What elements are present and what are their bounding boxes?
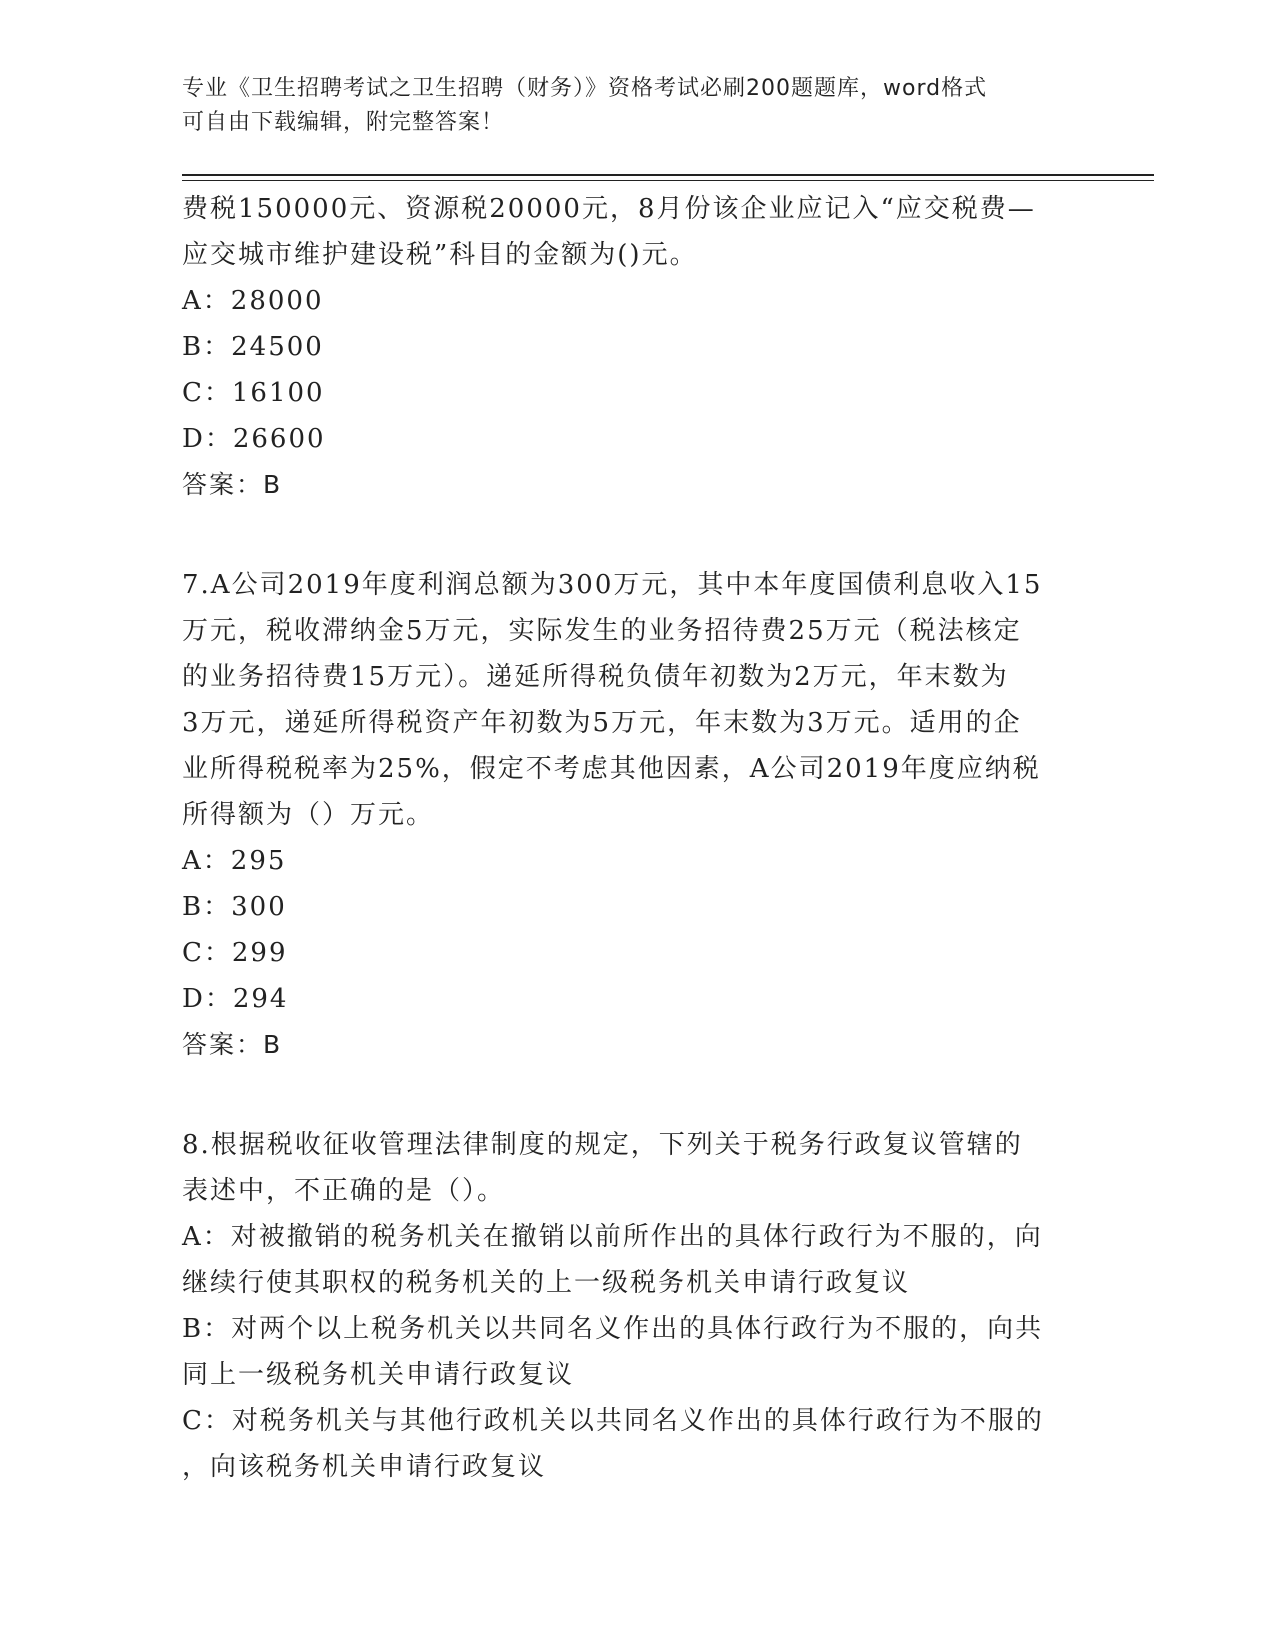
question-stem-line: 万元，税收滞纳金5万元，实际发生的业务招待费25万元（税法核定 bbox=[182, 616, 1022, 646]
option-b: B：300 bbox=[182, 892, 287, 922]
question-stem-line: 费税150000元、资源税20000元，8月份该企业应记入“应交税费— bbox=[182, 194, 1036, 224]
option-a: A：295 bbox=[182, 846, 287, 876]
question-8 bbox=[182, 1122, 1082, 1490]
question-6-continued bbox=[182, 186, 1082, 508]
question-stem-line: 所得额为（）万元。 bbox=[182, 800, 435, 830]
question-stem-line: 的业务招待费15万元）。递延所得税负债年初数为2万元，年末数为 bbox=[182, 662, 1009, 692]
document-header bbox=[182, 72, 1082, 140]
question-stem-line: 3万元，递延所得税资产年初数为5万元，年末数为3万元。适用的企 bbox=[182, 708, 1022, 738]
question-7 bbox=[182, 562, 1082, 1068]
question-stem-line: 表述中，不正确的是（）。 bbox=[182, 1176, 506, 1206]
question-list bbox=[182, 186, 1082, 1490]
option-b-continued: 同上一级税务机关申请行政复议 bbox=[182, 1360, 575, 1390]
answer-line: 答案：B bbox=[182, 1030, 283, 1059]
option-a-continued: 继续行使其职权的税务机关的上一级税务机关申请行政复议 bbox=[182, 1268, 911, 1298]
header-divider-thick bbox=[182, 174, 1154, 176]
option-a: A：28000 bbox=[182, 286, 324, 316]
option-c: C：299 bbox=[182, 938, 288, 968]
option-a: A：对被撤销的税务机关在撤销以前所作出的具体行政行为不服的，向 bbox=[182, 1222, 1043, 1252]
question-stem-line: 业所得税税率为25%，假定不考虑其他因素，A公司2019年度应纳税 bbox=[182, 754, 1041, 784]
question-spacer bbox=[182, 508, 1082, 562]
option-c: C：16100 bbox=[182, 378, 325, 408]
answer-line: 答案：B bbox=[182, 470, 283, 499]
option-d: D：294 bbox=[182, 984, 289, 1014]
option-b: B：对两个以上税务机关以共同名义作出的具体行政行为不服的，向共 bbox=[182, 1314, 1044, 1344]
header-line-2: 可自由下载编辑，附完整答案！ bbox=[182, 110, 505, 135]
question-stem-line: 8.根据税收征收管理法律制度的规定，下列关于税务行政复议管辖的 bbox=[182, 1130, 1023, 1160]
option-c: C：对税务机关与其他行政机关以共同名义作出的具体行政行为不服的 bbox=[182, 1406, 1044, 1436]
option-c-continued: ，向该税务机关申请行政复议 bbox=[182, 1452, 547, 1482]
question-stem-line: 7.A公司2019年度利润总额为300万元，其中本年度国债利息收入15 bbox=[182, 570, 1043, 600]
option-b: B：24500 bbox=[182, 332, 324, 362]
header-line-1: 专业《卫生招聘考试之卫生招聘（财务）》资格考试必刷200题题库，word格式 bbox=[182, 76, 988, 101]
question-stem-line: 应交城市维护建设税”科目的金额为()元。 bbox=[182, 240, 698, 270]
option-d: D：26600 bbox=[182, 424, 326, 454]
header-divider-thin bbox=[182, 180, 1154, 181]
question-spacer bbox=[182, 1068, 1082, 1122]
